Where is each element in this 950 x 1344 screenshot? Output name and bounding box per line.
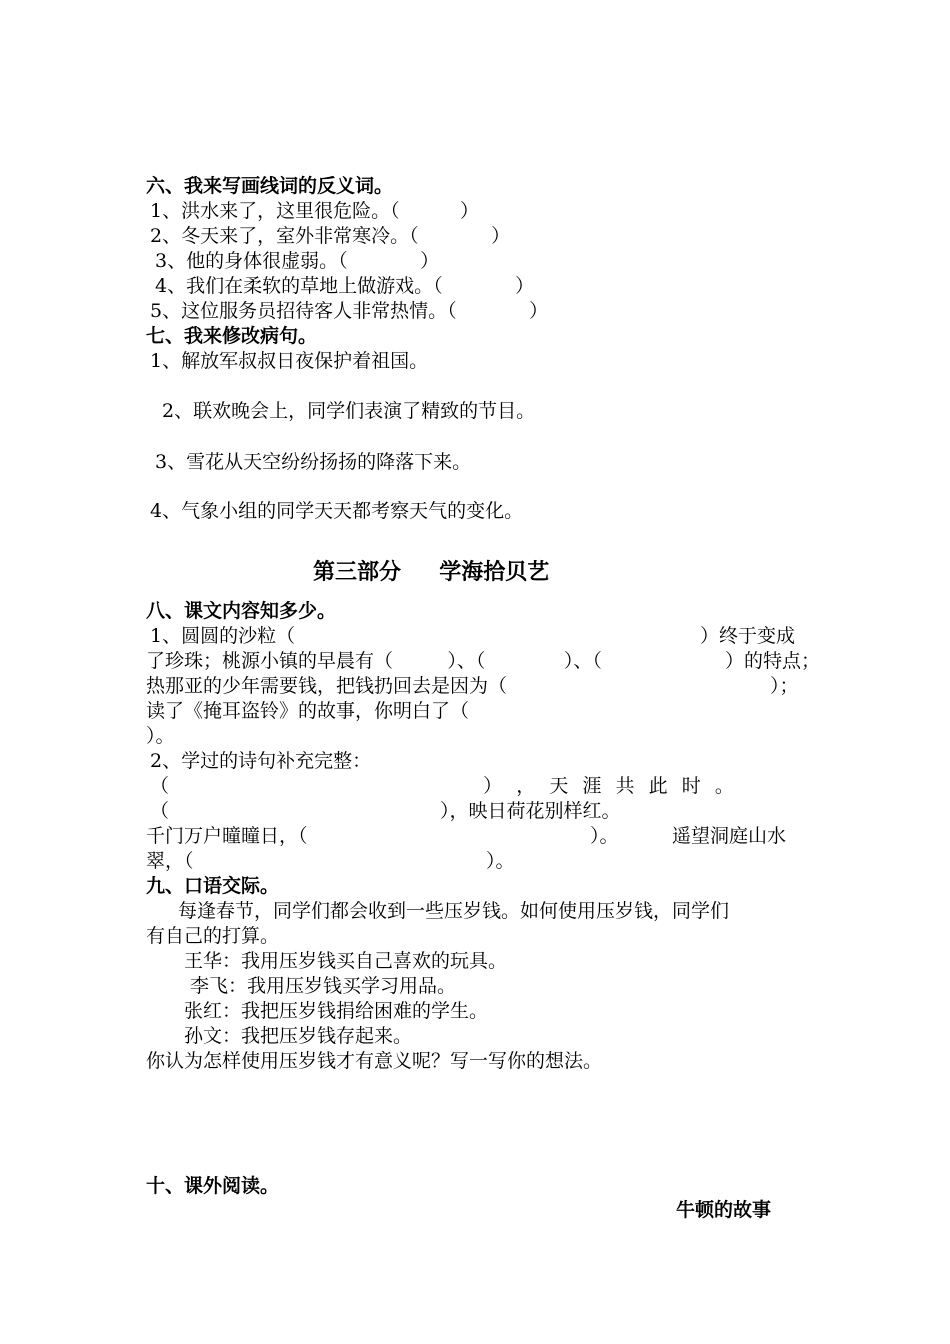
intro-line-1: 每逢春节，同学们都会收到一些压岁钱。如何使用压岁钱，同学们 bbox=[178, 900, 730, 922]
poem-1-comma: ， bbox=[516, 775, 536, 797]
poem-1-char-3: 共 bbox=[615, 775, 635, 797]
section-9-heading: 九、口语交际。 bbox=[146, 875, 280, 897]
poem-4-line-2-start: 翠，（ bbox=[146, 850, 194, 872]
q1-line-2-end: ）的特点； bbox=[725, 650, 821, 672]
poem-1-period: 。 bbox=[714, 775, 734, 797]
part-3-title: 第三部分 学海拾贝艺 bbox=[313, 560, 550, 585]
poem-1-close-paren: ） bbox=[483, 775, 503, 797]
q1-line-4: 读了《掩耳盗铃》的故事，你明白了（ bbox=[146, 700, 470, 722]
section-10-heading: 十、课外阅读。 bbox=[146, 1175, 280, 1197]
speaker-sunwen: 孙文：我把压岁钱存起来。 bbox=[184, 1025, 413, 1047]
poem-1-open-paren: （ bbox=[150, 775, 170, 797]
antonym-item-3: 3、他的身体很虚弱。（ ） bbox=[155, 250, 440, 272]
antonym-item-5: 5、这位服务员招待客人非常热情。（ ） bbox=[150, 300, 549, 322]
q1-line-1-end: ）终于变成 bbox=[700, 625, 796, 647]
antonym-item-4: 4、我们在柔软的草地上做游戏。（ ） bbox=[155, 275, 535, 297]
sentence-item-2: 2、联欢晚会上，同学们表演了精致的节目。 bbox=[162, 400, 536, 422]
sentence-item-1: 1、解放军叔叔日夜保护着祖国。 bbox=[150, 350, 429, 372]
speaker-wanghua: 王华：我用压岁钱买自己喜欢的玩具。 bbox=[184, 950, 508, 972]
q1-line-3-start: 热那亚的少年需要钱，把钱扔回去是因为（ bbox=[146, 675, 508, 697]
poem-line-1 bbox=[150, 774, 734, 798]
poem-1-char-5: 时 bbox=[681, 775, 701, 797]
speaker-zhanghong: 张红：我把压岁钱捐给困难的学生。 bbox=[184, 1000, 489, 1022]
q1-line-5: ）。 bbox=[146, 725, 175, 747]
poem-1-char-1: 天 bbox=[549, 775, 569, 797]
poem-3-close-paren: ）。 bbox=[590, 825, 619, 847]
poem-4-start: 遥望洞庭山水 bbox=[672, 825, 787, 847]
q1-line-3-end: ）； bbox=[770, 675, 799, 697]
speaker-lifei: 李飞：我用压岁钱买学习用品。 bbox=[190, 975, 457, 997]
sentence-item-3: 3、雪花从天空纷纷扬扬的降落下来。 bbox=[155, 451, 472, 473]
q1-line-2-start: 了珍珠；桃源小镇的早晨有（ ）、（ ）、（ bbox=[146, 650, 602, 672]
reading-story-title: 牛顿的故事 bbox=[676, 1199, 772, 1221]
sentence-item-4: 4、气象小组的同学天天都考察天气的变化。 bbox=[150, 500, 524, 522]
intro-line-2: 有自己的打算。 bbox=[146, 925, 280, 947]
q2-heading: 2、学过的诗句补充完整： bbox=[150, 750, 372, 772]
section-8-heading: 八、课文内容知多少。 bbox=[146, 600, 337, 622]
poem-1-char-4: 此 bbox=[648, 775, 668, 797]
poem-1-char-2: 涯 bbox=[582, 775, 602, 797]
poem-2-open-paren: （ bbox=[150, 800, 170, 822]
section-7-heading: 七、我来修改病句。 bbox=[146, 325, 318, 347]
q1-line-1-start: 1、圆圆的沙粒（ bbox=[150, 625, 296, 647]
antonym-item-2: 2、冬天来了，室外非常寒冷。（ ） bbox=[150, 225, 511, 247]
discussion-question: 你认为怎样使用压岁钱才有意义呢？写一写你的想法。 bbox=[146, 1050, 603, 1072]
section-6-heading: 六、我来写画线词的反义词。 bbox=[146, 175, 394, 197]
poem-4-line-2-end: ）。 bbox=[486, 850, 515, 872]
poem-2-rest: ），映日荷花别样红。 bbox=[440, 800, 621, 822]
poem-3-start: 千门万户曈曈日，（ bbox=[146, 825, 308, 847]
antonym-item-1: 1、洪水来了，这里很危险。（ ） bbox=[150, 200, 479, 222]
